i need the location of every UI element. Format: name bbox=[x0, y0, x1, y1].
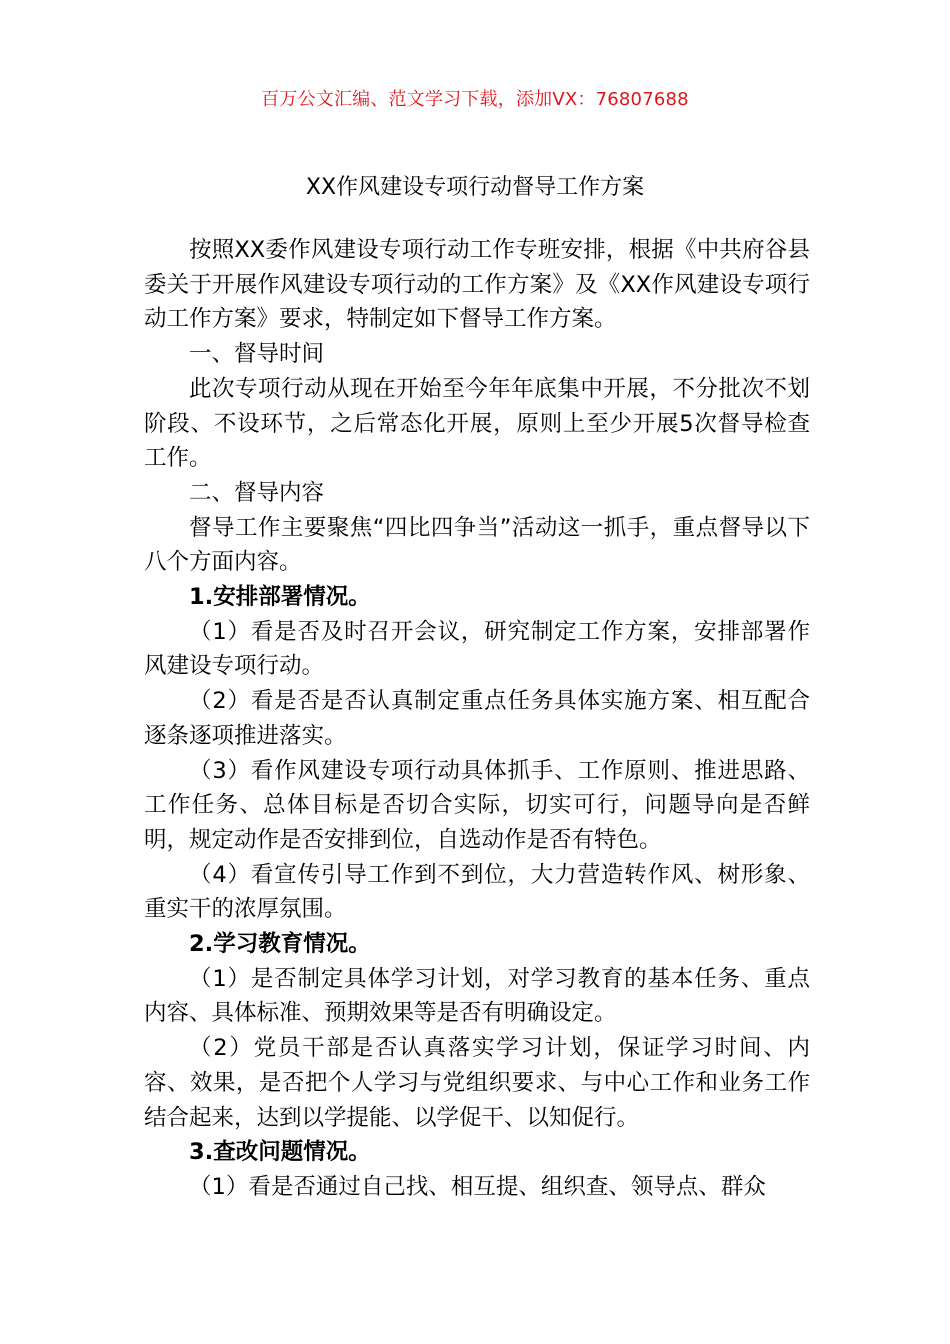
subheading-deployment: 1.安排部署情况。 bbox=[189, 584, 371, 611]
subheading-problems: 3.查改问题情况。 bbox=[189, 1139, 371, 1166]
deployment-item-4: （4）看宣传引导工作到不到位，大力营造转作风、树形象、重实干的浓厚氛围。 bbox=[144, 861, 810, 923]
deployment-item-3: （3）看作风建设专项行动具体抓手、工作原则、推进思路、工作任务、总体目标是否切合实际，切实可行，问题导向是否鲜明，规定动作是否安排到位，自选动作是否有特色。 bbox=[144, 757, 810, 853]
problems-item-1: （1）看是否通过自己找、相互提、组织查、领导点、群众 bbox=[189, 1173, 766, 1200]
content-paragraph: 督导工作主要聚焦“四比四争当”活动这一抓手，重点督导以下八个方面内容。 bbox=[144, 514, 810, 576]
deployment-item-2: （2）看是否是否认真制定重点任务具体实施方案、相互配合逐条逐项推进落实。 bbox=[144, 688, 810, 749]
deployment-item-1: （1）看是否及时召开会议，研究制定工作方案，安排部署作风建设专项行动。 bbox=[144, 618, 810, 680]
section-heading-content: 二、督导内容 bbox=[189, 479, 325, 506]
study-item-2: （2）党员干部是否认真落实学习计划，保证学习时间、内容、效果，是否把个人学习与党组织要求、与中心工作和业务工作结合起来，达到以学提能、以学促干、以知促行。 bbox=[144, 1035, 810, 1131]
document-body bbox=[144, 233, 810, 1205]
subheading-study: 2.学习教育情况。 bbox=[189, 931, 371, 958]
study-item-1: （1）是否制定具体学习计划，对学习教育的基本任务、重点内容、具体标准、预期效果等是否有明确设定。 bbox=[144, 965, 810, 1027]
intro-paragraph: 按照XX委作风建设专项行动工作专班安排，根据《中共府谷县委关于开展作风建设专项行动的工作方案》及《XX作风建设专项行动工作方案》要求，特制定如下督导工作方案。 bbox=[144, 237, 810, 333]
watermark-banner: 百万公文汇编、范文学习下载，添加VX：76807688 bbox=[261, 89, 689, 110]
section-heading-time: 一、督导时间 bbox=[189, 341, 325, 368]
document-title: XX作风建设专项行动督导工作方案 bbox=[305, 175, 645, 200]
time-paragraph: 此次专项行动从现在开始至今年年底集中开展，不分批次不划阶段、不设环节，之后常态化开展，原则上至少开展5次督导检查工作。 bbox=[144, 375, 810, 472]
